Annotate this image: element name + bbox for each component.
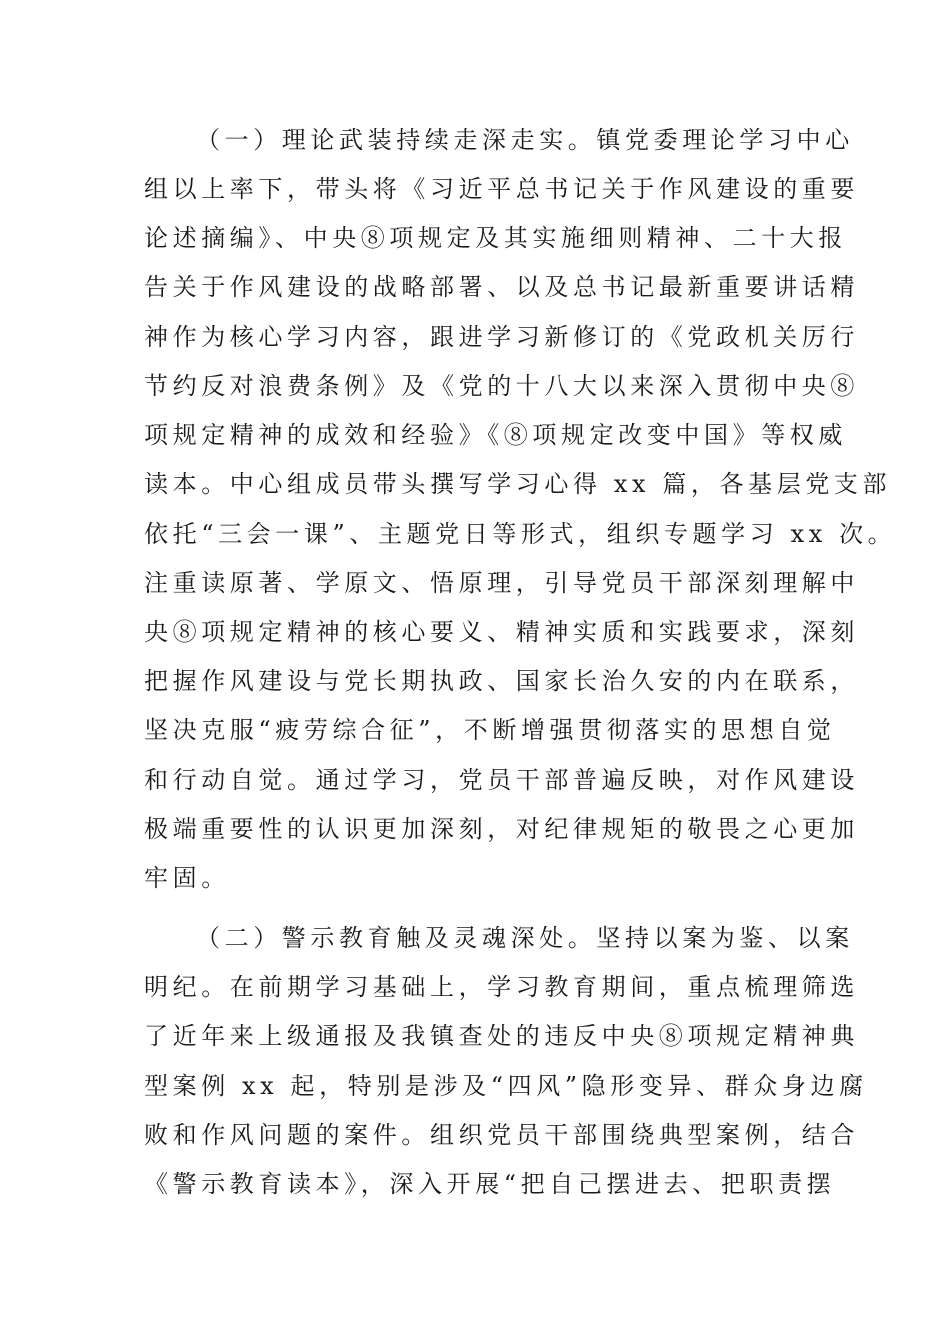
text-line: 组以上率下，带头将《习近平总书记关于作风建设的重要 [144,175,859,203]
text-line: 神作为核心学习内容，跟进学习新修订的《党政机关厉行 [144,323,859,351]
paragraph-1-heading-line: （一）理论武装持续走深走实。镇党委理论学习中心 [196,126,854,154]
text-line: 读本。中心组成员带头撰写学习心得 xx 篇，各基层党支部 [144,470,892,498]
text-line: 依托“三会一课”、主题党日等形式，组织专题学习 xx 次。 [144,520,897,548]
text-line: 《警示教育读本》，深入开展“把自己摆进去、把职责摆 [144,1170,836,1198]
text-line: 论述摘编》、中央⑧项规定及其实施细则精神、二十大报 [144,224,847,252]
text-line: 牢固。 [144,864,230,892]
text-line: 节约反对浪费条例》及《党的十八大以来深入贯彻中央⑧ [144,372,859,400]
paragraph-2-heading-line: （二）警示教育触及灵魂深处。坚持以案为鉴、以案 [196,924,854,952]
text-line: 坚决克服“疲劳综合征”，不断增强贯彻落实的思想自觉 [144,716,836,744]
text-line: 了近年来上级通报及我镇查处的违反中央⑧项规定精神典 [144,1022,859,1050]
text-line: 败和作风问题的案件。组织党员干部围绕典型案例，结合 [144,1121,859,1149]
text-line: 注重读原著、学原文、悟原理，引导党员干部深刻理解中 [144,569,859,597]
text-line: 项规定精神的成效和经验》《⑧项规定改变中国》等权威 [144,421,847,449]
text-line: 和行动自觉。通过学习，党员干部普遍反映，对作风建设 [144,766,859,794]
text-line: 央⑧项规定精神的核心要义、精神实质和实践要求，深刻 [144,618,859,646]
text-line: 把握作风建设与党长期执政、国家长治久安的内在联系， [144,667,859,695]
text-line: 型案例 xx 起，特别是涉及“四风”隐形变异、群众身边腐 [144,1072,868,1100]
text-line: 告关于作风建设的战略部署、以及总书记最新重要讲话精 [144,273,859,301]
text-line: 明纪。在前期学习基础上，学习教育期间，重点梳理筛选 [144,973,859,1001]
text-line: 极端重要性的认识更加深刻，对纪律规矩的敬畏之心更加 [144,815,859,843]
